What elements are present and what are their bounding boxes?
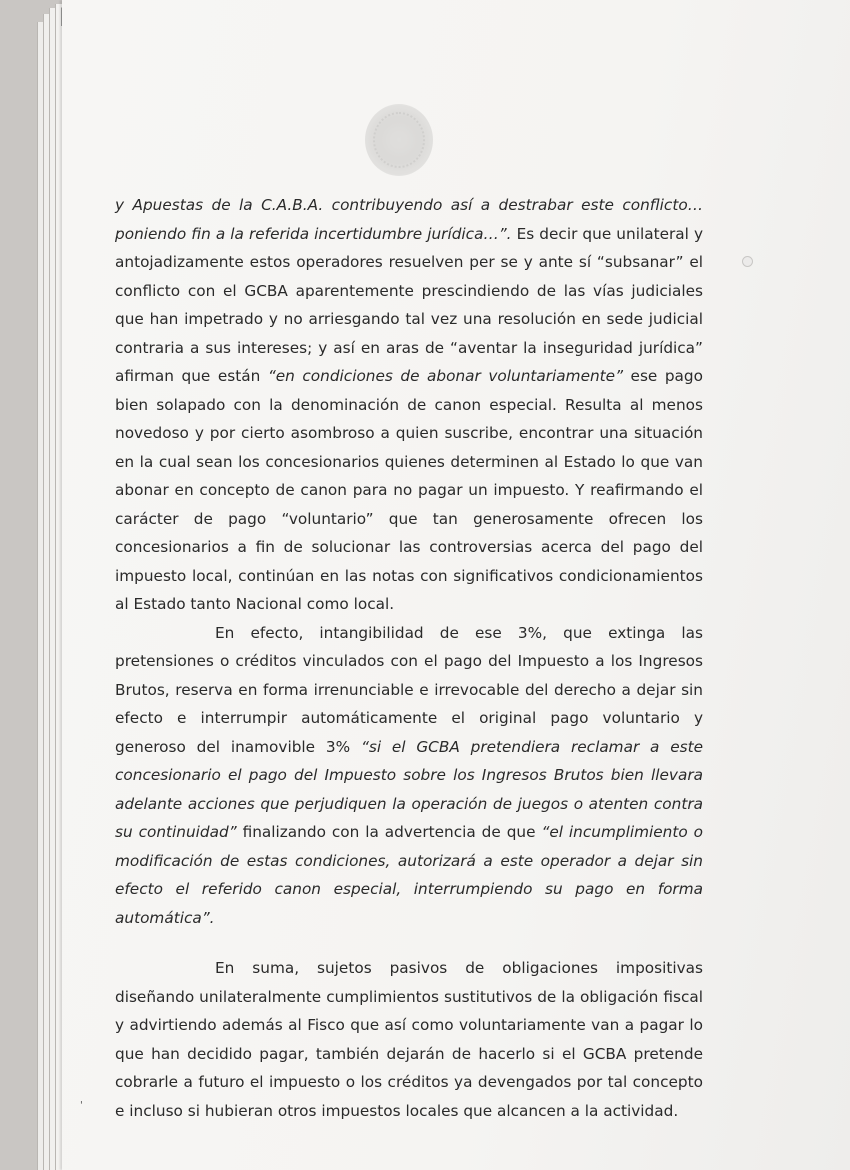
seal-watermark <box>365 104 433 176</box>
body-text: Es decir que unilateral y antojadizamente estos operadores resuelven per se y ante sí “subsanar” el conflicto con el GCBA aparentemente prescindiendo de las vías judiciales que han impetrado y no arriesgando tal vez una resolución en sede judicial contraria a sus intereses; y así en aras de “aventar la inseguridad jurídica” afirman que están <box>115 224 704 385</box>
paragraph <box>115 619 703 933</box>
punch-hole <box>742 256 753 267</box>
body-text: En suma, sujetos pasivos de obligaciones impositivas diseñando unilateralmente cumplimientos sustitutivos de la obligación fiscal y advirtiendo además al Fisco que así como voluntariamente van a pagar lo que han decidido pagar, también dejarán de hacerlo si el GCBA pretende cobrarle a futuro el impuesto o los créditos ya devengados por tal concepto e incluso si hubieran otros impuestos locales que alcancen a la actividad. <box>115 959 703 1120</box>
body-text: En efecto, intangibilidad de ese 3%, que extinga las pretensiones o créditos vinculados con el pago del Impuesto a los Ingresos Brutos, reserva en forma irrenunciable e irrevocable del derecho a dejar sin efecto e interrumpir automáticamente el original pago voluntario y generoso del inamovible 3% <box>115 623 703 756</box>
margin-tick: ' <box>80 1100 83 1111</box>
paragraph <box>115 191 703 619</box>
body-text: ese pago bien solapado con la denominación de canon especial. Resulta al menos novedoso y por cierto asombroso a quien suscribe, encontrar una situación en la cual sean los concesionarios quienes determinen al Estado lo que van abonar en concepto de canon para no pagar un impuesto. Y reafirmando el carácter de pago “voluntario” que tan generosamente ofrecen los concesionarios a fin de solucionar las controversias acerca del pago del impuesto local, continúan en las notas con significativos condicionamientos al Estado tanto Nacional como local. <box>115 367 703 613</box>
body-text: finalizando con la advertencia de que <box>236 823 542 841</box>
quoted-italic-text: “si el GCBA pretendiera reclamar a este concesionario el pago del Impuesto sobre los Ingresos Brutos bien llevara adelante acciones que perjudiquen la operación de juegos o atenten contra su continuidad” <box>115 737 703 841</box>
paragraph <box>115 954 703 1125</box>
quoted-italic-text: “el incumplimiento o modificación de estas condiciones, autorizará a este operador a dejar sin efecto el referido canon especial, interrumpiendo su pago en forma automática”. <box>115 823 703 927</box>
document-body <box>115 191 703 1125</box>
quoted-italic-text: “en condiciones de abonar voluntariamente” <box>267 367 624 385</box>
quoted-italic-text: y Apuestas de la C.A.B.A. contribuyendo así a destrabar este conflicto…poniendo fin a la referida incertidumbre jurídica…”. <box>115 196 703 243</box>
